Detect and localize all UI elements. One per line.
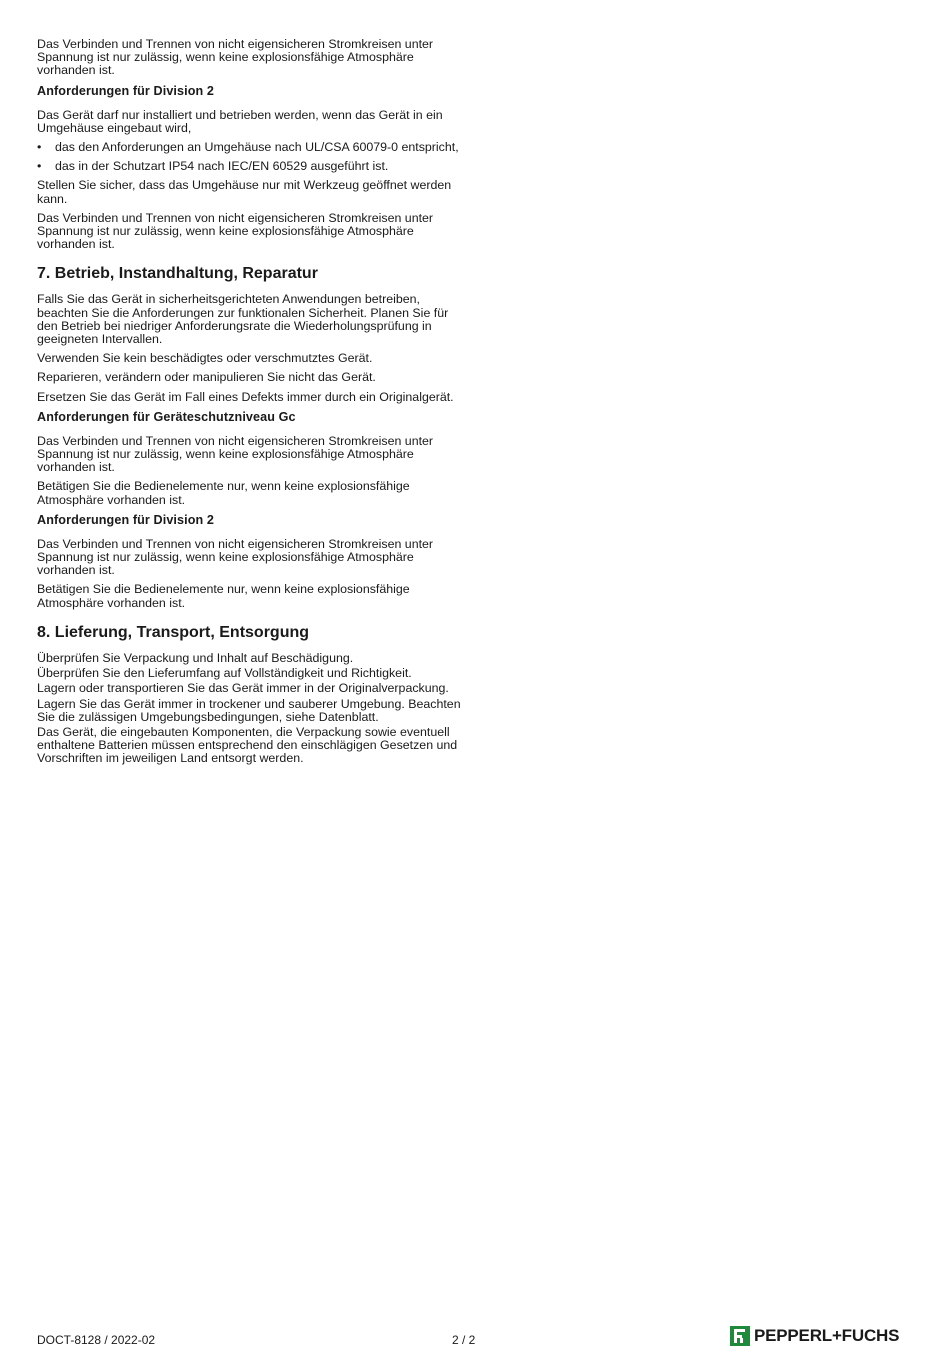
- list-item: • das in der Schutzart IP54 nach IEC/EN 60529 ausgeführt ist.: [37, 159, 389, 174]
- subheading-division-2: Anforderungen für Division 2: [37, 83, 215, 98]
- paragraph: Überprüfen Sie den Lieferumfang auf Vollständigkeit und Richtigkeit.: [37, 666, 412, 681]
- paragraph: Das Verbinden und Trennen von nicht eigensicheren Stromkreisen unter Spannung ist nur zulässig, wenn keine explosionsfähige Atmosphäre vorhanden ist.: [37, 433, 434, 475]
- list-item: • das den Anforderungen an Umgehäuse nach UL/CSA 60079-0 entspricht,: [37, 140, 459, 155]
- paragraph: Das Verbinden und Trennen von nicht eigensicheren Stromkreisen unter Spannung ist nur zulässig, wenn keine explosionsfähige Atmosphäre vorhanden ist.: [37, 37, 434, 78]
- paragraph: Das Gerät darf nur installiert und betrieben werden, wenn das Gerät in ein Umgehäuse eingebaut wird,: [37, 107, 443, 135]
- paragraph: Das Verbinden und Trennen von nicht eigensicheren Stromkreisen unter Spannung ist nur zulässig, wenn keine explosionsfähige Atmosphäre vorhanden ist.: [37, 210, 434, 252]
- pf-logo-icon: [730, 1326, 750, 1346]
- paragraph: Falls Sie das Gerät in sicherheitsgerichteten Anwendungen betreiben, beachten Sie die Anforderungen zur funktionalen Sicherheit. Planen Sie für den Betrieb bei niedriger Anforderungsrate die Wiederholungsprüfung in geeigneten Intervallen.: [37, 292, 449, 347]
- page-number: 2 / 2: [452, 1333, 476, 1347]
- paragraph: Verwenden Sie kein beschädigtes oder verschmutztes Gerät.: [37, 351, 373, 366]
- paragraph: Betätigen Sie die Bedienelemente nur, wenn keine explosionsfähige Atmosphäre vorhanden ist.: [37, 582, 410, 610]
- bullet-icon: •: [37, 159, 42, 174]
- paragraph: Überprüfen Sie Verpackung und Inhalt auf Beschädigung.: [37, 650, 354, 665]
- paragraph: Lagern oder transportieren Sie das Gerät immer in der Originalverpackung.: [37, 681, 449, 696]
- paragraph: Betätigen Sie die Bedienelemente nur, wenn keine explosionsfähige Atmosphäre vorhanden ist.: [37, 479, 410, 507]
- paragraph: Ersetzen Sie das Gerät im Fall eines Defekts immer durch ein Originalgerät.: [37, 389, 454, 404]
- paragraph: Das Gerät, die eingebauten Komponenten, die Verpackung sowie eventuell enthaltene Batterien müssen entsprechend den einschlägigen Gesetzen und Vorschriften im jeweiligen Land entsorgt werden.: [37, 724, 458, 766]
- paragraph: Lagern Sie das Gerät immer in trockener und sauberer Umgebung. Beachten Sie die zulässigen Umgebungsbedingungen, siehe Datenblatt.: [37, 696, 461, 724]
- brand-logo: [730, 1325, 899, 1347]
- bullet-icon: •: [37, 140, 42, 155]
- document-id: DOCT-8128 / 2022-02: [37, 1333, 156, 1347]
- paragraph: Stellen Sie sicher, dass das Umgehäuse nur mit Werkzeug geöffnet werden kann.: [37, 178, 452, 206]
- paragraph: Das Verbinden und Trennen von nicht eigensicheren Stromkreisen unter Spannung ist nur zulässig, wenn keine explosionsfähige Atmosphäre vorhanden ist.: [37, 536, 434, 578]
- bullet-list: [37, 141, 462, 173]
- section-heading-7: 7. Betrieb, Instandhaltung, Reparatur: [37, 265, 318, 283]
- section-heading-8: 8. Lieferung, Transport, Entsorgung: [37, 623, 310, 641]
- paragraph: Reparieren, verändern oder manipulieren Sie nicht das Gerät.: [37, 370, 376, 385]
- subheading-gc: Anforderungen für Geräteschutzniveau Gc: [37, 409, 296, 424]
- main-column: [37, 38, 462, 772]
- subheading-division-2: Anforderungen für Division 2: [37, 512, 215, 527]
- brand-name: PEPPERL+FUCHS: [754, 1326, 900, 1345]
